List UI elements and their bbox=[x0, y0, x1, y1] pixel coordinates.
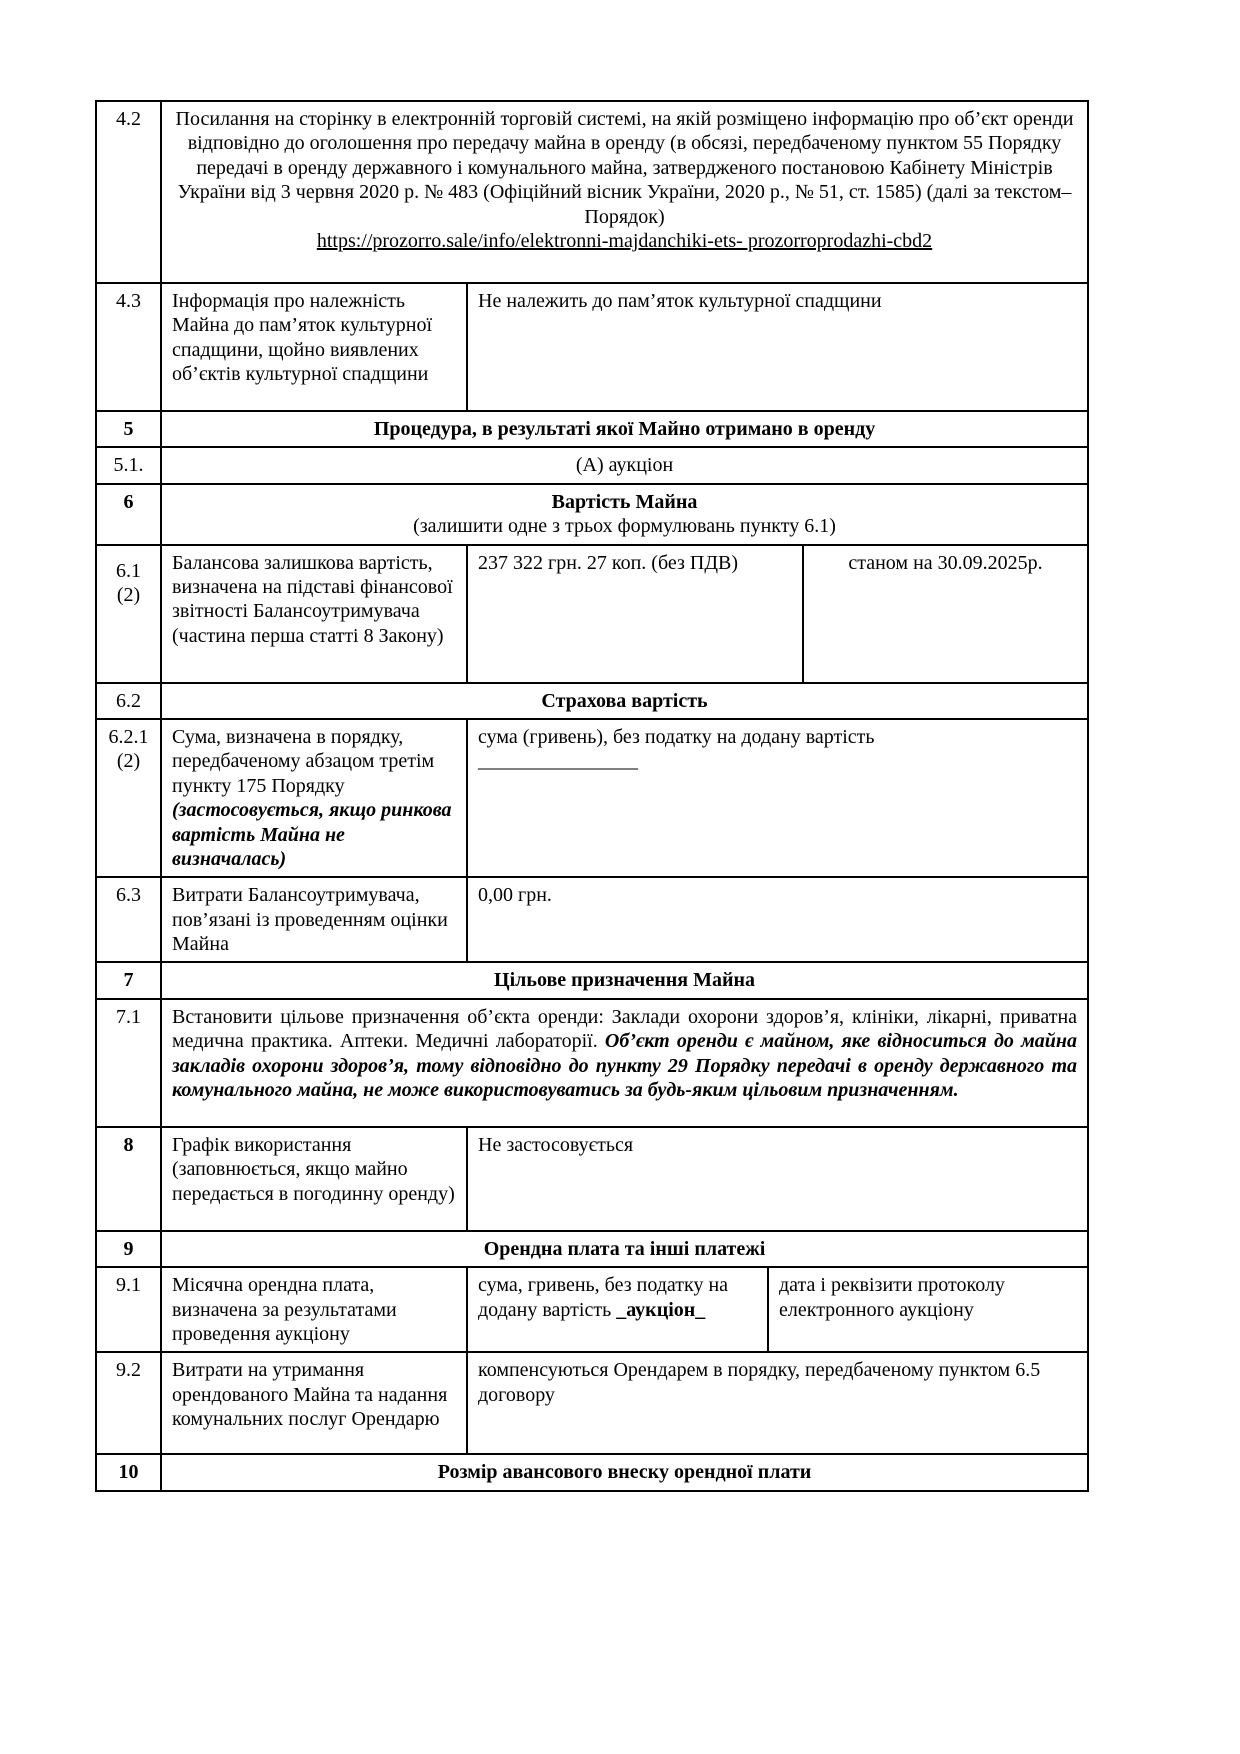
row-6-2-1-number bbox=[96, 719, 161, 877]
row-4-2-cell bbox=[161, 101, 1088, 283]
table-row bbox=[96, 719, 1088, 877]
row-6-2-1-label-note: (застосовується, якщо ринкова вартість Майна не визначалась) bbox=[172, 799, 452, 870]
row-9-1-value-text: сума, гривень, без податку на додану вартість bbox=[478, 1274, 729, 1321]
table-row bbox=[96, 545, 1088, 683]
row-7-1-text-italic: Об’єкт оренди є майном, яке відноситься до майна закладів охорони здоров’я, тому відповідно до пункту 29 Порядку передачі в оренду державного та комунального майна, не може використовуватись за будь-яким цільовим призначенням. bbox=[172, 1030, 1078, 1102]
row-9-1-value-auction: _аукціон_ bbox=[616, 1298, 706, 1321]
row-9-1-value bbox=[467, 1267, 768, 1352]
table-row bbox=[96, 1127, 1088, 1231]
row-9-2-number: 9.2 bbox=[96, 1352, 161, 1454]
section-7-header: Цільове призначення Майна bbox=[161, 962, 1088, 998]
table-row bbox=[96, 283, 1088, 411]
row-7-number: 7 bbox=[96, 962, 161, 998]
table-row bbox=[96, 962, 1088, 998]
row-9-1-number: 9.1 bbox=[96, 1267, 161, 1352]
section-6-title: Вартість Майна bbox=[551, 490, 698, 513]
row-9-2-value: компенсуються Орендарем в порядку, передбаченому пунктом 6.5 договору bbox=[467, 1352, 1088, 1454]
table-row bbox=[96, 1352, 1088, 1454]
prozorro-link[interactable]: https://prozorro.sale/info/elektronni-majdanchiki-ets- prozorroprodazhi-cbd2 bbox=[316, 229, 933, 252]
section-9-header: Орендна плата та інші платежі bbox=[161, 1231, 1088, 1267]
section-6-subtitle: (залишити одне з трьох формулювань пункту 6.1) bbox=[413, 515, 836, 538]
row-4-3-number: 4.3 bbox=[96, 283, 161, 411]
row-5-number: 5 bbox=[96, 411, 161, 447]
row-7-1-text bbox=[161, 999, 1088, 1127]
row-6-3-number: 6.3 bbox=[96, 877, 161, 962]
table-row bbox=[96, 411, 1088, 447]
row-6-1-label: Балансова залишкова вартість, визначена на підставі фінансової звітності Балансоутримувача (частина перша статті 8 Закону) bbox=[161, 545, 467, 683]
section-5-header: Процедура, в результаті якої Майно отримано в оренду bbox=[161, 411, 1088, 447]
table-row bbox=[96, 1231, 1088, 1267]
table-row bbox=[96, 447, 1088, 483]
lease-info-table bbox=[95, 100, 1089, 1492]
row-5-1-value: (А) аукціон bbox=[161, 447, 1088, 483]
row-7-1-text-main: Встановити цільове призначення об’єкта оренди: Заклади охорони здоров’я, клініки, лікарні, приватна медична практика. Аптеки. Медичні лабораторії. bbox=[172, 1005, 1078, 1053]
row-6-2-1-value-text: сума (гривень), без податку на додану вартість bbox=[478, 725, 875, 748]
row-9-1-note: дата і реквізити протоколу електронного аукціону bbox=[768, 1267, 1088, 1352]
table-row bbox=[96, 683, 1088, 719]
row-6-3-value: 0,00 грн. bbox=[467, 877, 1088, 962]
row-5-1-number: 5.1. bbox=[96, 447, 161, 483]
row-4-3-value: Не належить до пам’яток культурної спадщини bbox=[467, 283, 1088, 411]
table-row bbox=[96, 1454, 1088, 1490]
row-9-1-label: Місячна орендна плата, визначена за результатами проведення аукціону bbox=[161, 1267, 467, 1352]
row-10-number: 10 bbox=[96, 1454, 161, 1490]
row-8-value: Не застосовується bbox=[467, 1127, 1088, 1231]
row-6-1-number-line2: (2) bbox=[116, 583, 141, 606]
row-8-number: 8 bbox=[96, 1127, 161, 1231]
row-6-1-number-line1: 6.1 bbox=[116, 559, 141, 582]
section-6-2-header: Страхова вартість bbox=[161, 683, 1088, 719]
table-row bbox=[96, 999, 1088, 1127]
row-7-1-number: 7.1 bbox=[96, 999, 161, 1127]
row-4-2-number: 4.2 bbox=[96, 101, 161, 283]
row-6-number: 6 bbox=[96, 484, 161, 545]
row-6-2-1-value bbox=[467, 719, 1088, 877]
section-6-header bbox=[161, 484, 1088, 545]
row-6-3-label: Витрати Балансоутримувача, пов’язані із проведенням оцінки Майна bbox=[161, 877, 467, 962]
row-4-2-text: Посилання на сторінку в електронній торговій системі, на якій розміщено інформацію про об’єкт оренди відповідно до оголошення про передачу майна в оренду (в обсязі, передбаченому пунктом 55 Порядку передачі в оренду державного і комунального майна, затвердженого постановою Кабінету Міністрів України від 3 червня 2020 р. № 483 (Офіційний вісник України, 2020 р., № 51, ст. 1585) (далі за текстом– Порядок) bbox=[175, 108, 1074, 228]
row-6-1-number bbox=[96, 545, 161, 683]
row-6-2-1-label bbox=[161, 719, 467, 877]
table-row bbox=[96, 1267, 1088, 1352]
row-6-2-number: 6.2 bbox=[96, 683, 161, 719]
row-4-3-label: Інформація про належність Майна до пам’яток культурної спадщини, щойно виявлених об’єктів культурної спадщини bbox=[161, 283, 467, 411]
row-6-2-1-label-main: Сума, визначена в порядку, передбаченому абзацом третім пункту 175 Порядку bbox=[172, 725, 435, 797]
row-9-number: 9 bbox=[96, 1231, 161, 1267]
table-row bbox=[96, 877, 1088, 962]
row-9-2-label: Витрати на утримання орендованого Майна та надання комунальних послуг Орендарю bbox=[161, 1352, 467, 1454]
row-6-2-1-blank-line: ________________ bbox=[478, 750, 638, 773]
row-6-1-date: станом на 30.09.2025р. bbox=[803, 545, 1088, 683]
row-6-2-1-number-line1: 6.2.1 bbox=[108, 725, 149, 748]
row-6-2-1-number-line2: (2) bbox=[116, 750, 141, 773]
document-page bbox=[95, 100, 1087, 1492]
table-row bbox=[96, 101, 1088, 283]
row-6-1-value: 237 322 грн. 27 коп. (без ПДВ) bbox=[467, 545, 803, 683]
row-8-label: Графік використання (заповнюється, якщо майно передається в погодинну оренду) bbox=[161, 1127, 467, 1231]
section-10-header: Розмір авансового внеску орендної плати bbox=[161, 1454, 1088, 1490]
table-row bbox=[96, 484, 1088, 545]
